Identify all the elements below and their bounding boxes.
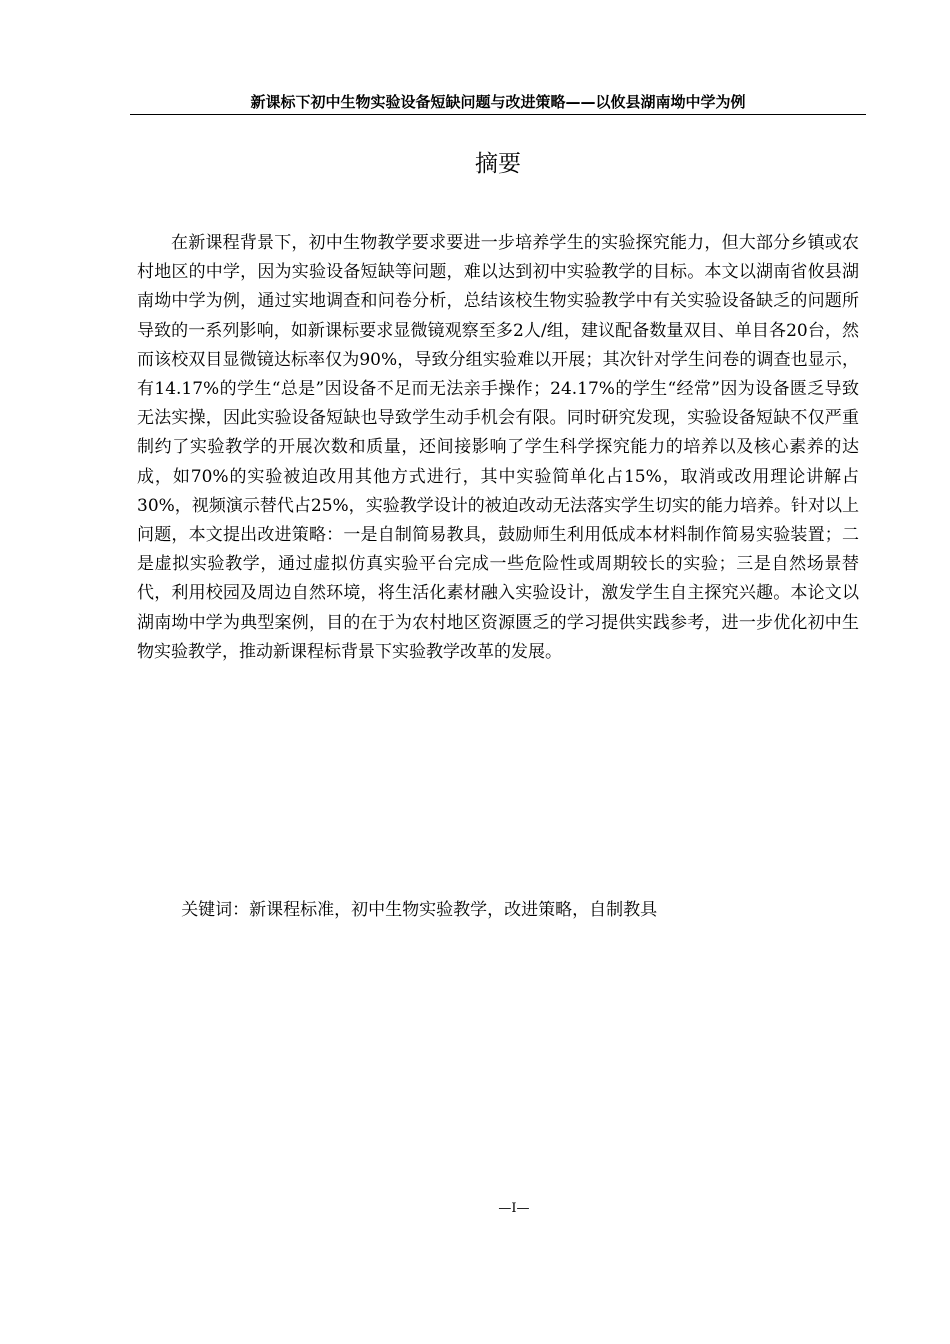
- running-header-title: 新课标下初中生物实验设备短缺问题与改进策略——以攸县湖南坳中学为例: [250, 93, 746, 111]
- page-number: —I—: [498, 1201, 530, 1216]
- abstract-heading: 摘要: [475, 151, 521, 177]
- keywords-line: 关键词：新课程标准，初中生物实验教学，改进策略，自制教具: [181, 900, 658, 920]
- header-divider: [130, 114, 866, 115]
- abstract-paragraph: 在新课程背景下，初中生物教学要求要进一步培养学生的实验探究能力，但大部分乡镇或农村地区的中学，因为实验设备短缺等问题，难以达到初中实验教学的目标。本文以湖南省攸县湖南坳中学为例，通过实地调查和问卷分析，总结该校生物实验教学中有关实验设备缺乏的问题所导致的一系列影响，如新课标要求显微镜观察至多2人/组，建议配备数量双目、单目各20台，然而该校双目显微镜达标率仅为90%，导致分组实验难以开展；其次针对学生问卷的调查也显示， 有14.17%的学生“总是”因设备不足而无法亲手操作；24.17%的学生“经常”因为设备匮乏导致无法实操，因此实验设备短缺也导致学生动手机会有限。同时研究发现，实验设备短缺不仅严重制约了实验教学的开展次数和质量，还间接影响了学生科学探究能力的培养以及核心素养的达成，如70%的实验被迫改用其他方式进行，其中实验简单化占15%，取消或改用理论讲解占30%，视频演示替代占25%，实验教学设计的被迫改动无法落实学生切实的能力培养。针对以上问题，本文提出改进策略：一是自制简易教具，鼓励师生利用低成本材料制作简易实验装置；二是虚拟实验教学，通过虚拟仿真实验平台完成一些危险性或周期较长的实验；三是自然场景替代，利用校园及周边自然环境，将生活化素材融入实验设计，激发学生自主探究兴趣。本论文以湖南坳中学为典型案例，目的在于为农村地区资源匮乏的学习提供实践参考，进一步优化初中生物实验教学，推动新课程标背景下实验教学改革的发展。: [137, 233, 859, 662]
